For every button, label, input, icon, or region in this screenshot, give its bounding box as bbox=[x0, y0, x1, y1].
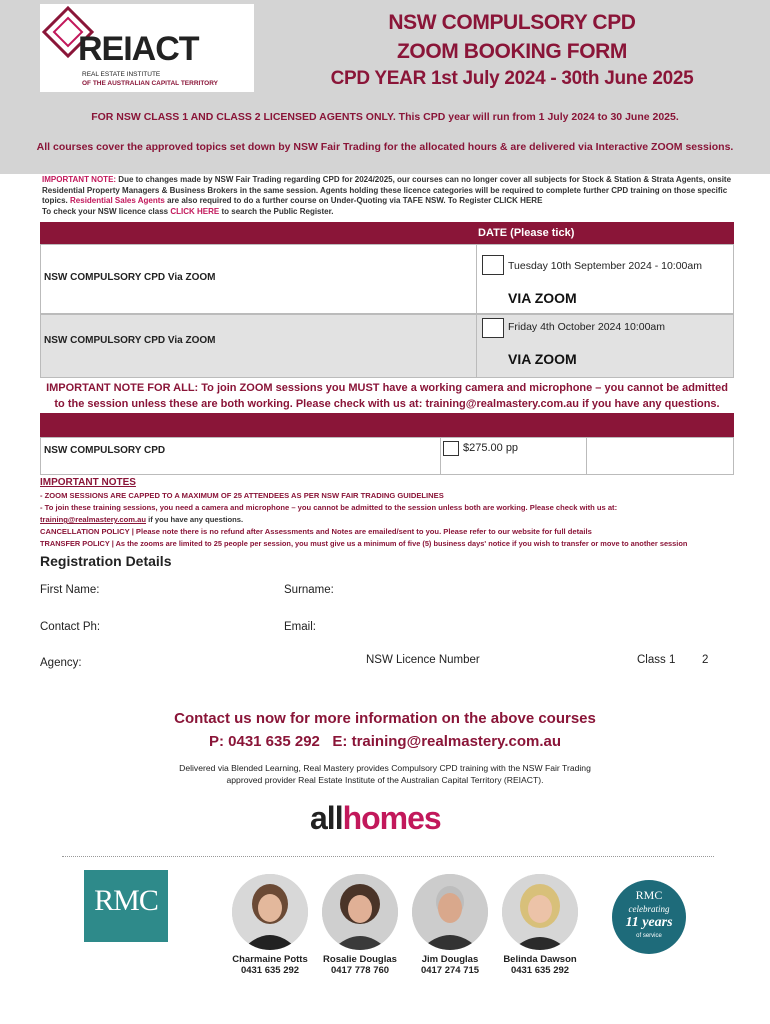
staff-phone: 0417 274 715 bbox=[420, 965, 480, 976]
notes-title: IMPORTANT NOTES bbox=[40, 477, 136, 488]
staff-photo bbox=[412, 874, 488, 950]
notes-email-link[interactable]: training@realmastery.com.au bbox=[40, 515, 147, 524]
first-name-label: First Name: bbox=[40, 584, 100, 596]
staff-card bbox=[410, 874, 490, 976]
session-1-checkbox[interactable] bbox=[482, 255, 504, 275]
staff-name: Jim Douglas bbox=[421, 954, 479, 965]
important-note-label: IMPORTANT NOTE: bbox=[42, 175, 117, 184]
class-2-label: 2 bbox=[702, 654, 709, 666]
contact-phone[interactable]: P: 0431 635 292 bbox=[208, 733, 320, 750]
contact-details bbox=[0, 733, 770, 750]
badge-years: 11 years bbox=[625, 915, 673, 930]
important-note-highlight: Residential Sales Agents bbox=[70, 196, 165, 205]
important-note-text-a: Due to changes made by NSW Fair Trading regarding CPD for 2024/2025, our courses can no longer cover all subjects for Stock & Station & Strata Agents, onsite Residential Property Managers & Business Brokers in the same session. Agents holding these licence categories will be required to complete further CPD training on those specific topics. bbox=[42, 175, 732, 205]
title-line-2: ZOOM BOOKING FORM bbox=[396, 40, 627, 63]
staff-card bbox=[230, 874, 310, 976]
transfer-policy: TRANSFER POLICY | As the zooms are limited to 25 people per session, you must give us a minimum of five (5) business days' notice if you wish to transfer or move to another session bbox=[40, 539, 688, 548]
important-notes bbox=[40, 476, 768, 550]
subtitle-coverage: All courses cover the approved topics set down by NSW Fair Trading for the allocated hours & are delivered via Interactive ZOOM sessions. bbox=[36, 141, 734, 153]
price-checkbox[interactable] bbox=[443, 441, 459, 456]
title-line-1: NSW COMPULSORY CPD bbox=[388, 11, 636, 34]
rmc-logo-text: RMC bbox=[94, 884, 158, 917]
row-divider bbox=[440, 437, 441, 475]
contact-email[interactable]: E: training@realmastery.com.au bbox=[332, 733, 562, 750]
session-2-date: Friday 4th October 2024 10:00am bbox=[508, 321, 666, 333]
session-2-checkbox[interactable] bbox=[482, 318, 504, 338]
note-for-all bbox=[40, 380, 734, 412]
class-1-label: Class 1 bbox=[637, 654, 676, 666]
row-divider bbox=[476, 244, 477, 314]
notes-line-1: - ZOOM SESSIONS ARE CAPPED TO A MAXIMUM OF 25 ATTENDEES AS PER NSW FAIR TRADING GUIDELINES bbox=[40, 491, 444, 500]
important-note-text-b: are also required to do a further course on Under-Quoting via TAFE NSW. To Register CLICK HERE bbox=[164, 196, 543, 205]
licence-number-label: NSW Licence Number bbox=[366, 654, 480, 666]
staff-photo bbox=[232, 874, 308, 950]
staff-photo bbox=[322, 874, 398, 950]
agency-label: Agency: bbox=[40, 657, 82, 669]
price-course: NSW COMPULSORY CPD bbox=[44, 445, 166, 456]
form-title bbox=[292, 8, 732, 92]
email-label: Email: bbox=[284, 621, 316, 633]
registration-title: Registration Details bbox=[40, 553, 172, 569]
allhomes-logo bbox=[310, 800, 441, 837]
session-1-date: Tuesday 10th September 2024 - 10:00am bbox=[508, 260, 702, 272]
reiact-logo bbox=[40, 4, 254, 92]
staff-phone: 0417 778 760 bbox=[330, 965, 390, 976]
session-1-mode: VIA ZOOM bbox=[508, 290, 577, 306]
important-note-text-d: to search the Public Register. bbox=[219, 206, 334, 216]
staff-photo bbox=[502, 874, 578, 950]
delivery-statement bbox=[140, 762, 630, 786]
row-divider bbox=[586, 437, 587, 475]
notes-line-3: if you have any questions. bbox=[146, 515, 244, 524]
allhomes-homes: homes bbox=[342, 800, 441, 836]
important-note-text-c: To check your NSW licence class bbox=[42, 206, 171, 216]
date-header: DATE (Please tick) bbox=[478, 227, 575, 239]
title-line-3: CPD YEAR 1st July 2024 - 30th June 2025 bbox=[330, 68, 694, 89]
badge-rmc: RMC bbox=[635, 888, 663, 902]
cancellation-policy: CANCELLATION POLICY | Please note there is no refund after Assessments and Notes are emailed/sent to you. Please refer to our website for full details bbox=[40, 527, 592, 536]
logo-wordmark: REIACT bbox=[78, 30, 199, 68]
anniversary-badge bbox=[612, 880, 686, 954]
session-2-course: NSW COMPULSORY CPD Via ZOOM bbox=[44, 335, 216, 346]
surname-label: Surname: bbox=[284, 584, 334, 596]
important-note bbox=[42, 175, 732, 217]
delivery-line-2: approved provider Real Estate Institute of the Australian Capital Territory (REIACT). bbox=[226, 775, 544, 785]
staff-name: Belinda Dawson bbox=[503, 954, 577, 965]
price-amount: $275.00 pp bbox=[463, 442, 519, 454]
staff-card bbox=[320, 874, 400, 976]
delivery-line-1: Delivered via Blended Learning, Real Mastery provides Compulsory CPD training with the NSW Fair Trading bbox=[179, 763, 591, 773]
note-for-all-line-2: to the session unless these are both working. Please check with us at: training@realmastery.com.au if you have any questions. bbox=[54, 398, 720, 410]
click-here-link[interactable]: CLICK HERE bbox=[170, 206, 220, 216]
dotted-divider bbox=[62, 856, 714, 857]
contact-phone-label: Contact Ph: bbox=[40, 621, 101, 633]
rmc-logo bbox=[84, 870, 168, 942]
subtitle-eligibility: FOR NSW CLASS 1 AND CLASS 2 LICENSED AGENTS ONLY. This CPD year will run from 1 July 2024 to 30 June 2025. bbox=[91, 111, 679, 123]
contact-heading: Contact us now for more information on the above courses bbox=[174, 710, 596, 727]
row-divider bbox=[476, 314, 477, 378]
price-header-bar bbox=[40, 413, 734, 437]
staff-card bbox=[500, 874, 580, 976]
notes-line-2: - To join these training sessions, you need a camera and microphone – you cannot be admitted to the session unless both are working. Please check with us at: bbox=[40, 503, 618, 512]
staff-name: Charmaine Potts bbox=[232, 954, 308, 965]
logo-line-2: OF THE AUSTRALIAN CAPITAL TERRITORY bbox=[82, 80, 219, 87]
price-row bbox=[40, 437, 734, 475]
allhomes-all: all bbox=[310, 800, 343, 836]
staff-phone: 0431 635 292 bbox=[240, 965, 300, 976]
staff-name: Rosalie Douglas bbox=[323, 954, 397, 965]
note-for-all-line-1: IMPORTANT NOTE FOR ALL: To join ZOOM sessions you MUST have a working camera and microphone – you cannot be admitted bbox=[46, 382, 728, 394]
badge-celebrating: celebrating bbox=[628, 904, 670, 914]
badge-service: of service bbox=[636, 933, 662, 939]
session-2-mode: VIA ZOOM bbox=[508, 351, 577, 367]
session-1-course: NSW COMPULSORY CPD Via ZOOM bbox=[44, 272, 216, 283]
logo-line-1: REAL ESTATE INSTITUTE bbox=[82, 71, 161, 78]
staff-phone: 0431 635 292 bbox=[510, 965, 570, 976]
date-header-bar bbox=[40, 222, 734, 244]
